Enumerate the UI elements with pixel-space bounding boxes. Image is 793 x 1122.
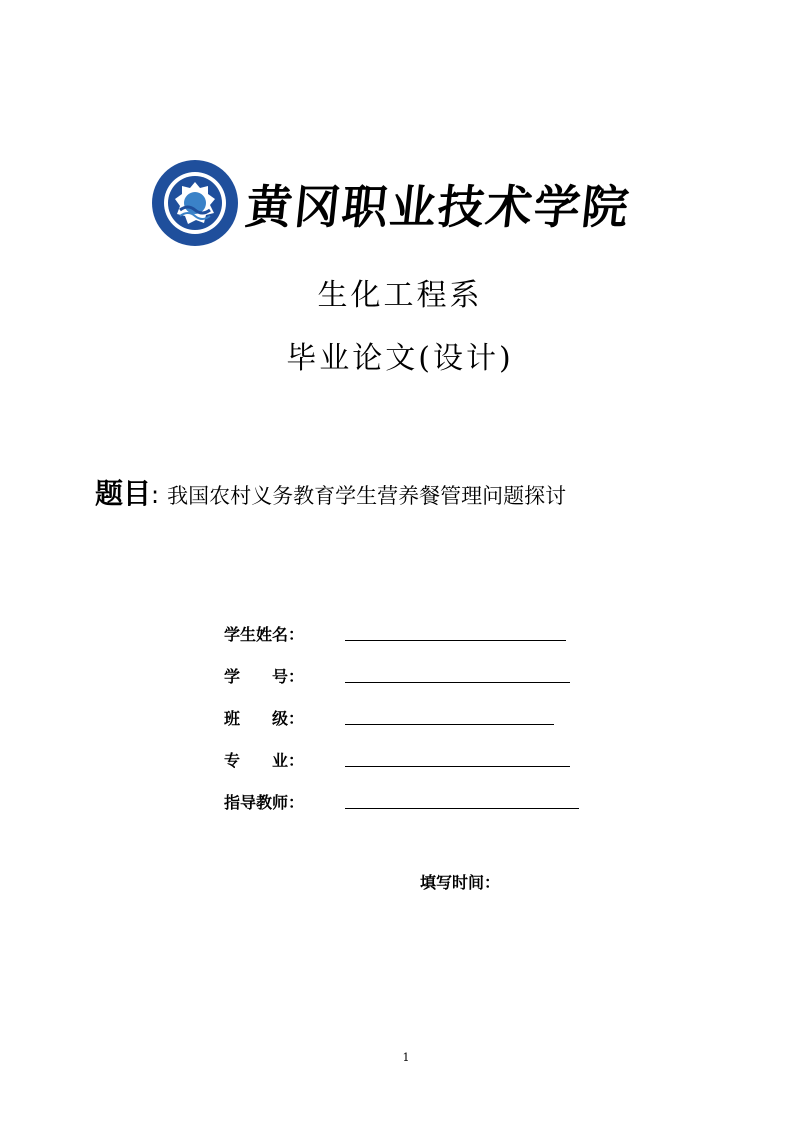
field-major — [224, 744, 604, 786]
field-label: 学 号： — [224, 667, 305, 686]
department-title: 生化工程系 — [317, 278, 483, 313]
thesis-title: 毕业论文(设计) — [286, 341, 514, 376]
field-blank-line[interactable] — [345, 724, 554, 725]
field-blank-line[interactable] — [345, 766, 570, 767]
field-label: 指导教师： — [224, 793, 305, 812]
page-number: 1 — [402, 1051, 410, 1064]
field-blank-line[interactable] — [345, 808, 579, 809]
topic-label: 题目 — [95, 477, 152, 510]
topic-colon: : — [151, 481, 160, 509]
college-name: 黄冈职业技术学院 — [243, 180, 633, 234]
field-class — [224, 702, 604, 744]
college-emblem-icon — [150, 158, 240, 248]
college-header — [150, 158, 690, 254]
field-label: 学生姓名： — [224, 625, 305, 644]
field-blank-line[interactable] — [345, 682, 570, 683]
topic-row — [95, 472, 715, 512]
topic-value: 我国农村义务教育学生营养餐管理问题探讨 — [167, 484, 567, 508]
field-student-id — [224, 660, 604, 702]
field-advisor — [224, 786, 604, 828]
field-blank-line[interactable] — [345, 640, 566, 641]
info-fields — [224, 618, 604, 828]
field-student-name — [224, 618, 604, 660]
fill-time-label: 填写时间： — [420, 873, 501, 892]
field-label: 班 级： — [224, 709, 305, 728]
field-label: 专 业： — [224, 751, 305, 770]
